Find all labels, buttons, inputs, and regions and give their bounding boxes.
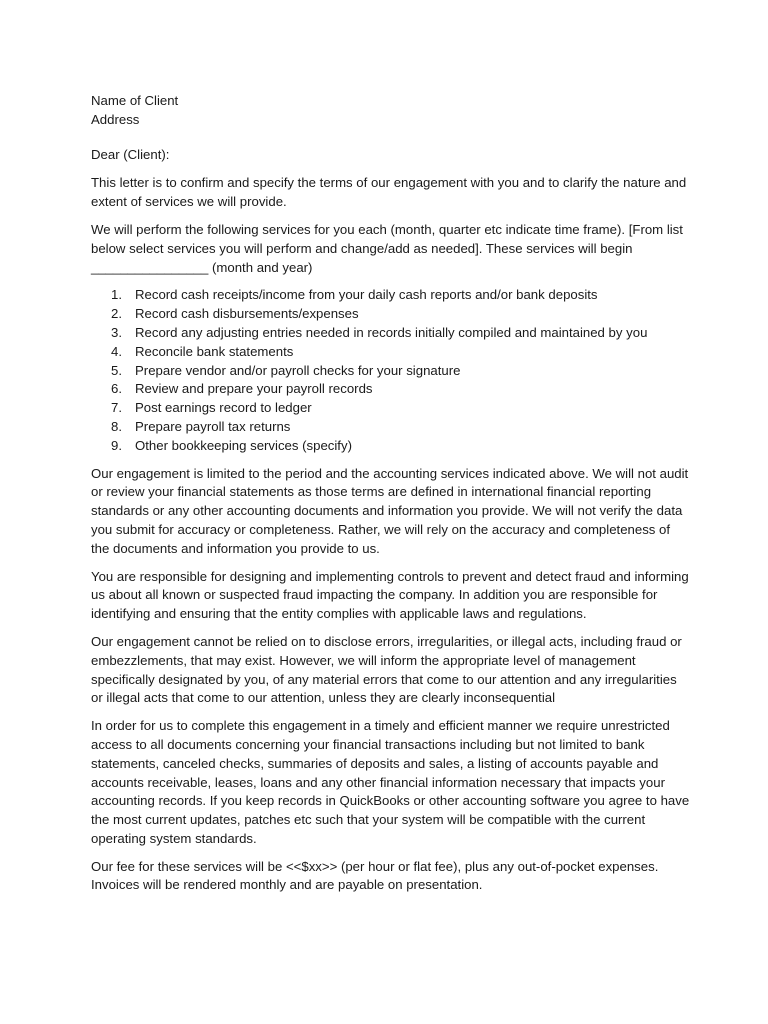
client-name: Name of Client [91, 93, 179, 108]
services-intro-paragraph: We will perform the following services for you each (month, quarter etc indicate time frame). [From list below select services you will perform and change/add as needed]. These services will begin ________________ (month and year) [91, 221, 683, 275]
list-item [91, 362, 691, 381]
list-item-number: 5. [111, 362, 122, 378]
responsibility-paragraph: You are responsible for designing and implementing controls to prevent and detect fraud and informing us about all known or suspected fraud impacting the company. In addition you are responsible for identifying and ensuring that the entity complies with applicable laws and regulations. [91, 568, 689, 622]
list-item [91, 286, 691, 305]
letter-page [91, 92, 691, 904]
services-list [91, 286, 691, 455]
list-item-number: 2. [111, 306, 122, 322]
fee-paragraph: Our fee for these services will be <<$xx>> (per hour or flat fee), plus any out-of-pocket expenses. Invoices will be rendered monthly and are payable on presentation. [91, 858, 659, 893]
list-item [91, 343, 691, 362]
list-item-number: 7. [111, 400, 122, 416]
list-item-text: Record any adjusting entries needed in records initially compiled and maintained by you [135, 324, 648, 340]
list-item [91, 324, 691, 343]
list-item-text: Review and prepare your payroll records [135, 381, 373, 397]
list-item-text: Record cash disbursements/expenses [135, 306, 359, 322]
list-item [91, 399, 691, 418]
salutation: Dear (Client): [91, 146, 170, 162]
recipient-block [91, 92, 691, 130]
client-address: Address [91, 111, 140, 127]
list-item-number: 1. [111, 287, 122, 303]
list-item-text: Reconcile bank statements [135, 343, 294, 359]
disclosure-paragraph: Our engagement cannot be relied on to disclose errors, irregularities, or illegal acts, including fraud or embezzlements, that may exist. However, we will inform the appropriate level of management specifically designated by you, of any material errors that come to our attention and any irregularities or illegal acts that come to our attention, unless they are clearly inconsequential [91, 633, 682, 706]
list-item-text: Post earnings record to ledger [135, 400, 312, 416]
list-item-number: 6. [111, 381, 122, 397]
intro-paragraph: This letter is to confirm and specify the terms of our engagement with you and to clarify the nature and extent of services we will provide. [91, 175, 687, 210]
list-item [91, 380, 691, 399]
list-item-text: Prepare vendor and/or payroll checks for your signature [135, 362, 461, 378]
limitation-paragraph: Our engagement is limited to the period and the accounting services indicated above. We will not audit or review your financial statements as those terms are defined in international financial reporting standards or any other accounting documents and information you provide. We will not verify the data you submit for accuracy or completeness. Rather, we will rely on the accuracy and completeness of the documents and information you provide to us. [91, 465, 689, 556]
access-paragraph: In order for us to complete this engagement in a timely and efficient manner we require unrestricted access to all documents concerning your financial transactions including but not limited to bank statements, canceled checks, summaries of deposits and sales, a listing of accounts payable and accounts receivable, leases, loans and any other financial information necessary that impacts your accounting records. If you keep records in QuickBooks or other accounting software you agree to have the most current updates, patches etc such that your system will be compatible with the current operating system standards. [91, 718, 690, 846]
list-item-number: 3. [111, 324, 122, 340]
list-item [91, 305, 691, 324]
list-item-number: 9. [111, 437, 122, 453]
list-item [91, 418, 691, 437]
list-item-number: 8. [111, 418, 122, 434]
list-item-text: Prepare payroll tax returns [135, 418, 291, 434]
list-item-text: Record cash receipts/income from your daily cash reports and/or bank deposits [135, 287, 598, 303]
list-item-text: Other bookkeeping services (specify) [135, 437, 352, 453]
list-item [91, 437, 691, 456]
list-item-number: 4. [111, 343, 122, 359]
